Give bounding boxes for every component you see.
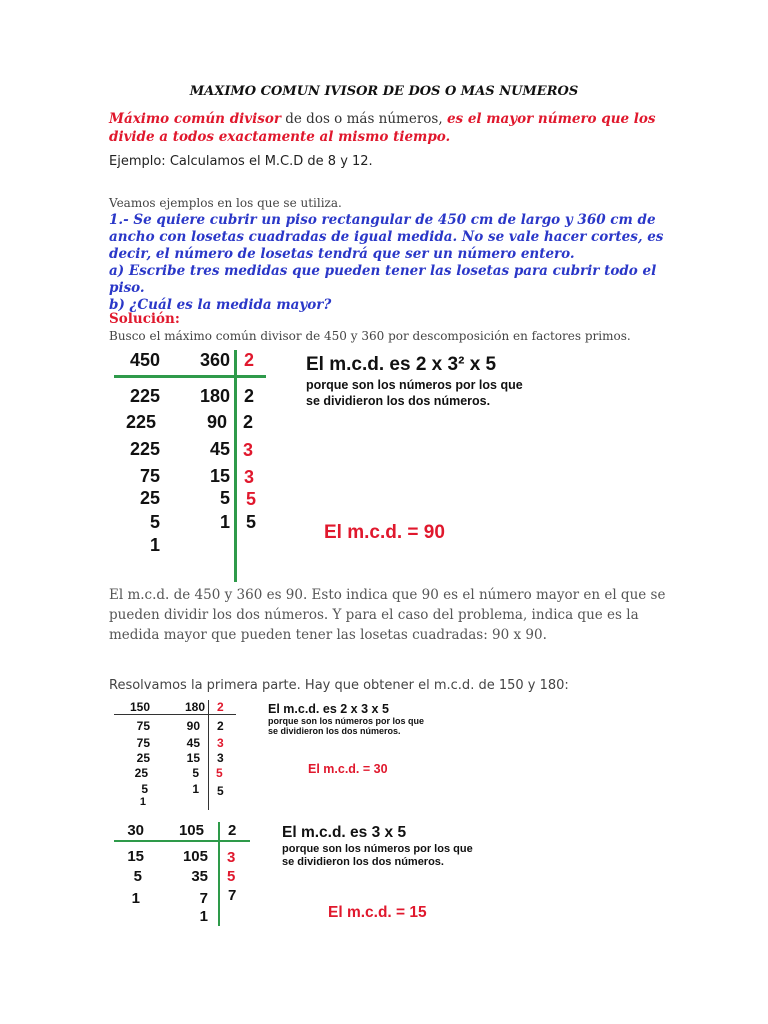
table2-cell: 180 [184, 700, 205, 714]
table2-cell: 5 [192, 766, 199, 780]
problem-part-b: b) ¿Cuál es la medida mayor? [109, 297, 332, 313]
table1-divisor: 2 [244, 386, 255, 406]
table1-cell: 90 [206, 412, 227, 432]
table2-note-line2: se dividieron los dos números. [268, 726, 401, 736]
table1-top-rule [114, 375, 266, 378]
table3-note-line1: porque son los números por los que [282, 843, 473, 855]
definition-rest: es el mayor número que los divide a todos exactamente al mismo tiempo. [109, 111, 656, 145]
table3-cell: 1 [199, 908, 208, 925]
table1-result: El m.c.d. = 90 [324, 522, 445, 543]
definition-middle: de dos o más números, [280, 111, 447, 127]
table2-divisor: 3 [217, 751, 224, 765]
table1-cell: 75 [139, 466, 160, 486]
table2-cell: 75 [136, 719, 150, 733]
table1-note-line1: porque son los números por los que [306, 378, 523, 392]
table2-cell: 45 [186, 736, 200, 750]
definition-paragraph [109, 110, 669, 146]
table3-result: El m.c.d. = 15 [328, 904, 427, 921]
table2-result: El m.c.d. = 30 [308, 762, 388, 776]
table2-divisor: 5 [216, 766, 223, 780]
table2-divisor: 5 [217, 784, 224, 798]
table2-cell: 5 [141, 782, 148, 796]
table3-cell: 5 [133, 868, 142, 885]
table2-divisor: 2 [217, 719, 224, 733]
table2-mcd-formula: El m.c.d. es 2 x 3 x 5 [268, 702, 389, 716]
page-title: MAXIMO COMUN IVISOR DE DOS O MAS NUMEROS [189, 84, 579, 99]
intro-line: Veamos ejemplos en los que se utiliza. [109, 196, 342, 210]
problem-text: 1.- Se quiere cubrir un piso rectangular de 450 cm de largo y 360 cm de ancho con losetas cuadradas de igual medida. No se vale hacer cortes, es decir, el número de losetas tendrá que ser un número entero. [109, 212, 664, 262]
problem-statement [109, 212, 669, 314]
table1-divisor: 3 [243, 440, 254, 460]
table3-mcd-formula: El m.c.d. es 3 x 5 [282, 824, 407, 841]
table2-cell: 25 [136, 751, 150, 765]
table2-divider [208, 700, 209, 810]
table1-divisor: 5 [246, 489, 257, 509]
table3-note-line2: se dividieron los dos números. [282, 856, 444, 868]
example-line: Ejemplo: Calculamos el M.C.D de 8 y 12. [109, 154, 373, 169]
table1-cell: 5 [219, 488, 230, 508]
table1-mcd-formula: El m.c.d. es 2 x 3² x 5 [306, 354, 497, 375]
table1-divisor: 2 [244, 350, 255, 370]
table3-cell: 35 [191, 868, 208, 885]
table1-divider [234, 350, 237, 582]
solution-intro: Busco el máximo común divisor de 450 y 360 por descomposición en factores primos. [109, 329, 631, 343]
conclusion-paragraph: El m.c.d. de 450 y 360 es 90. Esto indica que 90 es el número mayor en el que se pueden dividir los dos números. Y para el caso del problema, indica que es la medida mayor que pueden tener las losetas cuadradas: 90 x 90. [109, 587, 666, 643]
table1-cell: 25 [139, 488, 160, 508]
table3-cell: 15 [127, 848, 144, 865]
table3-cell: 7 [199, 890, 208, 907]
table1-divisor: 2 [243, 412, 254, 432]
table1-cell: 225 [125, 412, 156, 432]
table3-top-rule [114, 840, 250, 842]
table1-cell: 450 [129, 350, 160, 370]
table1-divisor: 5 [246, 512, 257, 532]
table3-cell: 1 [131, 890, 140, 907]
table3-divisor: 5 [227, 868, 236, 885]
table2-cell: 1 [192, 782, 199, 796]
table1-note-line2: se dividieron los dos números. [306, 394, 491, 408]
table2-cell: 15 [186, 751, 200, 765]
table2-divisor: 3 [217, 736, 224, 750]
table2-cell: 150 [129, 700, 150, 714]
table3-divisor: 3 [227, 849, 236, 866]
table1-cell: 1 [219, 512, 230, 532]
table1-cell: 225 [129, 439, 160, 459]
table2-cell: 25 [134, 766, 148, 780]
table2-note-line1: porque son los números por los que [268, 716, 425, 726]
table3-divisor: 7 [228, 887, 237, 904]
table3-cell: 30 [127, 822, 144, 839]
table2-divisor: 2 [217, 700, 224, 714]
table2-cell: 75 [136, 736, 150, 750]
solution-label: Solución: [109, 311, 180, 327]
table1-cell: 360 [199, 350, 230, 370]
problem-part-a: a) Escribe tres medidas que pueden tener las losetas para cubrir todo el piso. [109, 263, 657, 296]
table1-cell: 225 [129, 386, 160, 406]
table1-divisor: 3 [244, 467, 255, 487]
table3-cell: 105 [178, 822, 204, 839]
table2-cell: 90 [186, 719, 200, 733]
second-part-intro: Resolvamos la primera parte. Hay que obtener el m.c.d. de 150 y 180: [109, 678, 569, 693]
table2-top-rule [114, 714, 236, 715]
table1-cell: 5 [149, 512, 160, 532]
table1-cell: 1 [149, 535, 160, 555]
table2-cell: 1 [139, 796, 146, 808]
table1-cell: 180 [199, 386, 230, 406]
table3-divider [218, 822, 220, 926]
table3-cell: 105 [182, 848, 208, 865]
definition-term: Máximo común divisor [109, 111, 281, 127]
table1-cell: 15 [209, 466, 230, 486]
table1-cell: 45 [209, 439, 230, 459]
table3-divisor: 2 [228, 822, 237, 839]
